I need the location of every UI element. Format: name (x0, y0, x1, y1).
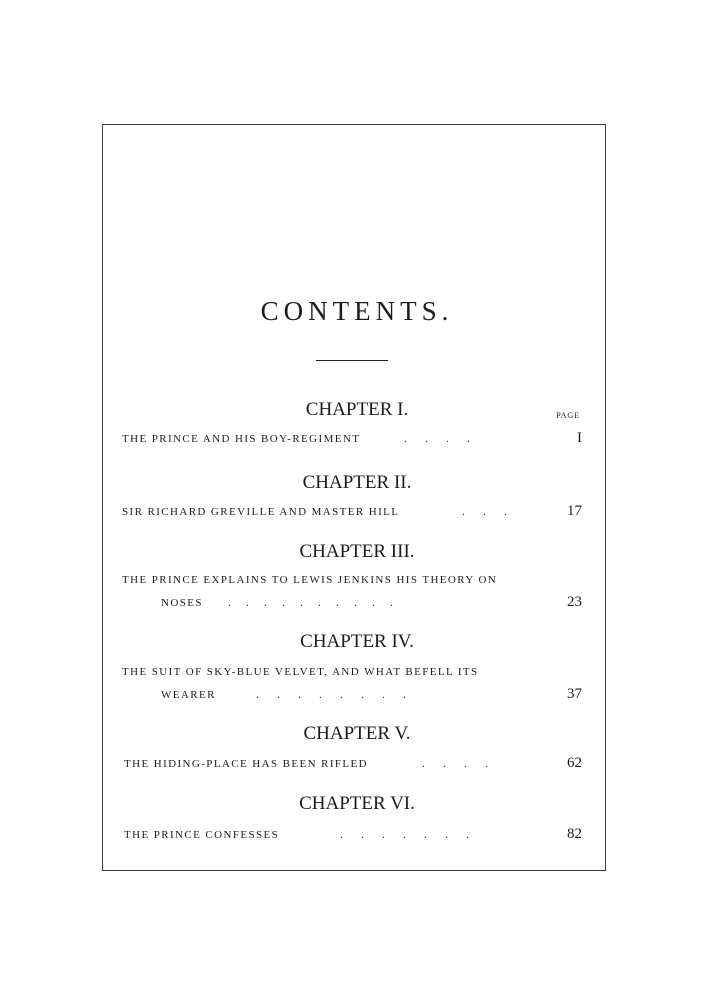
page-title: CONTENTS. (260, 296, 454, 326)
page-number-6: 82 (567, 826, 582, 842)
title-rule (316, 360, 388, 361)
leader-dots: . . . . (422, 756, 488, 770)
chapter-title-3-line-2: NOSES (161, 597, 203, 609)
chapter-title-2: SIR RICHARD GREVILLE AND MASTER HILL (122, 506, 400, 518)
page-number-5: 62 (567, 755, 582, 771)
leader-dots: . . . . . . . (340, 827, 469, 841)
leader-dots: . . . (462, 504, 507, 518)
chapter-heading-6: CHAPTER VI. (299, 793, 415, 814)
leader-dots: . . . . . . . . (256, 687, 406, 701)
chapter-heading-3: CHAPTER III. (299, 541, 415, 562)
chapter-title-6: THE PRINCE CONFESSES (124, 829, 280, 841)
chapter-title-1: THE PRINCE AND HIS BOY-REGIMENT (122, 433, 361, 445)
chapter-heading-1: CHAPTER I. (305, 399, 409, 420)
page-number-3: 23 (567, 594, 582, 610)
chapter-heading-4: CHAPTER IV. (300, 631, 414, 652)
page-number-2: 17 (567, 503, 582, 519)
chapter-title-4-line-2: WEARER (161, 689, 216, 701)
page-number-1: I (577, 430, 582, 446)
page-column-label: PAGE (556, 410, 580, 420)
page-number-4: 37 (567, 686, 582, 702)
chapter-title-5: THE HIDING-PLACE HAS BEEN RIFLED (124, 758, 369, 770)
chapter-heading-2: CHAPTER II. (302, 472, 412, 493)
chapter-title-4-line-1: THE SUIT OF SKY-BLUE VELVET, AND WHAT BEFELL ITS (122, 666, 479, 678)
chapter-title-3-line-1: THE PRINCE EXPLAINS TO LEWIS JENKINS HIS THEORY ON (122, 574, 498, 586)
leader-dots: . . . . . . . . . . (228, 595, 393, 609)
chapter-heading-5: CHAPTER V. (303, 723, 411, 744)
leader-dots: . . . . (404, 431, 470, 445)
